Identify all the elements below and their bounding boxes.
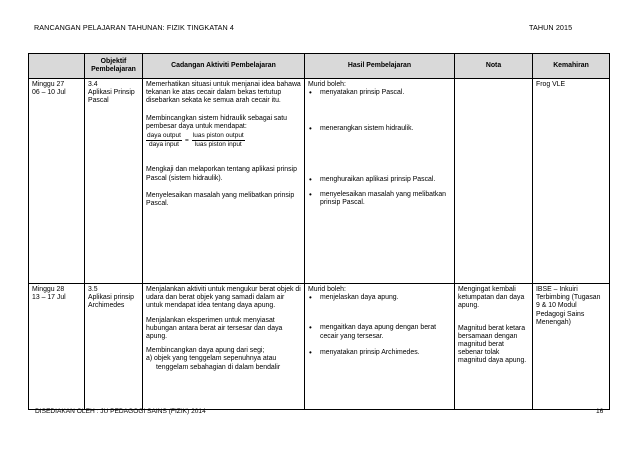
activity-text: Menjalankan eksperimen untuk menyiasat hubungan antara berat air tersesar dan daya apung.: [146, 316, 283, 341]
objective-cell: [85, 284, 143, 410]
formula-equals: =: [184, 136, 189, 144]
formula-right-numerator: luas piston output: [192, 132, 245, 141]
notes-cell: [455, 284, 533, 410]
col-header-objective: Objektif Pembelajaran: [85, 54, 143, 79]
activities-cell: [143, 79, 305, 284]
week-dates: 13 – 17 Jul: [32, 294, 66, 302]
objective-number: 3.4: [88, 81, 98, 88]
week-label: Minggu 27: [32, 81, 65, 88]
outcome-item: • mengaitkan daya apung dengan berat cecair yang tersesar.: [308, 324, 451, 340]
outcomes-intro: Murid boleh:: [308, 286, 346, 293]
skills-text: Frog VLE: [536, 81, 566, 88]
page-header-year: TAHUN 2015: [529, 23, 573, 32]
objective-text: Aplikasi Prinsip Pascal: [88, 89, 135, 105]
lesson-plan-table: [28, 53, 610, 410]
outcome-item: • menyatakan prinsip Pascal.: [308, 89, 451, 97]
week-label: Minggu 28: [32, 286, 65, 293]
week-dates: 06 – 10 Jul: [32, 89, 66, 97]
note-text: Magnitud berat ketara bersamaan dengan magnitud berat sebenar tolak magnitud daya apung.: [458, 324, 527, 365]
outcome-item: • menghuraikan aplikasi prinsip Pascal.: [308, 176, 451, 184]
skills-cell: [533, 79, 610, 284]
activity-subitem: a) objek yang tenggelam sepenuhnya atau tenggelam sebahagian di dalam bendalir: [146, 355, 281, 371]
outcomes-cell: [305, 284, 455, 410]
page-footer-author: DISEDIAKAN OLEH : JU PEDAGOGI SAINS (FIZIK) 2014: [35, 408, 206, 415]
formula-left-denominator: daya input: [148, 141, 179, 149]
pascal-formula: [146, 132, 245, 149]
activity-text: Membincangkan sistem hidraulik sebagai satu pembesar daya untuk mendapat:: [146, 114, 287, 130]
table-row: [29, 284, 610, 410]
outcome-item: • menyelesaikan masalah yang melibatkan prinsip Pascal.: [308, 191, 451, 207]
formula-left-numerator: daya output: [146, 132, 182, 141]
skills-cell: [533, 284, 610, 410]
note-text: Mengingat kembali ketumpatan dan daya apung.: [458, 286, 525, 310]
week-cell: [29, 79, 85, 284]
objective-cell: [85, 79, 143, 284]
col-header-week: [29, 54, 85, 79]
activity-text: Mengkaji dan melaporkan tentang aplikasi prinsip Pascal (sistem hidraulik).: [146, 166, 297, 182]
col-header-skills: Kemahiran: [533, 54, 610, 79]
activity-text: Memerhatikan situasi untuk menjanai idea bahawa tekanan ke atas cecair dalam bekas tertutup disebarkan sekata ke semua arah cecair itu.: [146, 81, 301, 105]
col-header-notes: Nota: [455, 54, 533, 79]
table-row: [29, 79, 610, 284]
table-header-row: [29, 54, 610, 79]
page-number: 16: [596, 408, 604, 415]
outcomes-cell: [305, 79, 455, 284]
skills-text: IBSE – Inkuiri Terbimbing (Tugasan 9 & 10 Modul Pedagogi Sains Menengah): [536, 286, 601, 326]
activity-text: Menyelesaikan masalah yang melibatkan prinsip Pascal.: [146, 191, 295, 208]
objective-number: 3.5: [88, 286, 98, 293]
page-header-title: RANCANGAN PELAJARAN TAHUNAN: FIZIK TINGKATAN 4: [34, 23, 235, 32]
col-header-outcomes: Hasil Pembelajaran: [305, 54, 455, 79]
activity-text: Membincangkan daya apung dari segi;: [146, 347, 265, 355]
objective-text: Aplikasi prinsip Archimedes: [88, 294, 134, 310]
activities-cell: [143, 284, 305, 410]
outcome-item: • menyatakan prinsip Archimedes.: [308, 349, 451, 357]
formula-right-denominator: luas piston input: [194, 141, 242, 149]
outcomes-intro: Murid boleh:: [308, 81, 346, 88]
col-header-activities: Cadangan Aktiviti Pembelajaran: [143, 54, 305, 79]
activity-text: Menjalankan aktiviti untuk mengukur berat objek di udara dan berat objek yang samadi dalam air untuk mendapat idea tentang daya apung.: [146, 286, 301, 310]
outcome-item: • menjelaskan daya apung.: [308, 294, 451, 302]
outcome-item: • menerangkan sistem hidraulik.: [308, 125, 451, 133]
week-cell: [29, 284, 85, 410]
notes-cell: [455, 79, 533, 284]
